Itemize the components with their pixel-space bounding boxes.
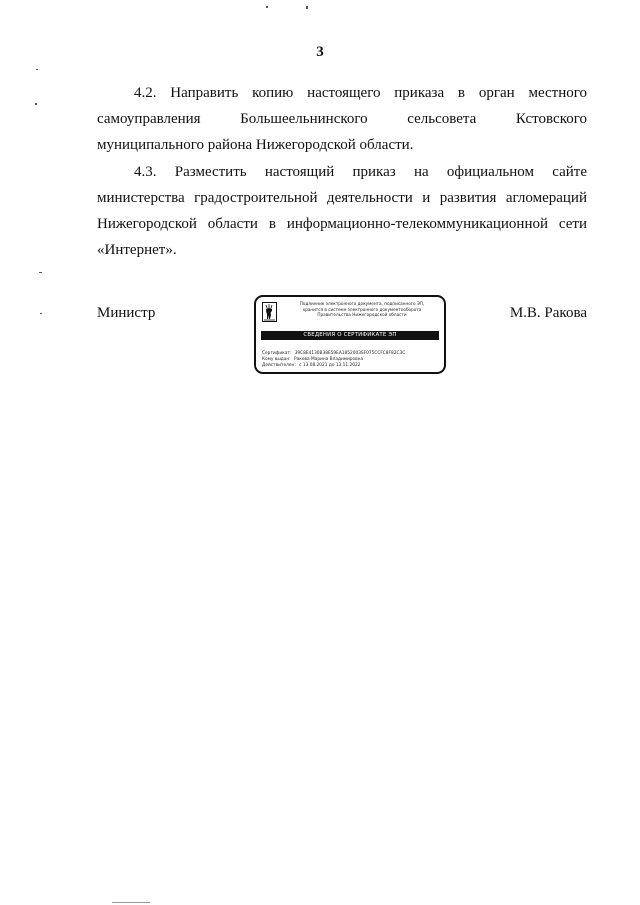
stamp-certificate-title: СВЕДЕНИЯ О СЕРТИФИКАТЕ ЭП xyxy=(261,331,439,340)
paragraph-4-2: 4.2. Направить копию настоящего приказа в орган местного самоуправления Большеельнинского сельсовета Кстовского муниципального района Нижегородской области. xyxy=(97,85,587,153)
deer-emblem-icon xyxy=(262,302,277,322)
page-number: 3 xyxy=(316,44,324,60)
certificate-label: Сертификат: xyxy=(262,351,292,356)
scan-speck xyxy=(266,6,268,8)
signatory-name: М.В. Ракова xyxy=(509,305,587,321)
issued-to-value: Ракова Марина Владимировна xyxy=(294,357,364,362)
scan-speck xyxy=(112,902,150,903)
scan-speck xyxy=(39,272,42,273)
stamp-header-line: Подлинник электронного документа, подписанного ЭП, xyxy=(299,301,425,306)
paragraph-4-3: 4.3. Разместить настоящий приказ на официальном сайте министерства градостроительной деятельности и развития агломераций Нижегородской области в информационно-телекоммуникационной сети «Интернет». xyxy=(97,164,587,258)
valid-value: с 13.08.2021 до 13.11.2022 xyxy=(299,363,361,368)
electronic-signature-stamp xyxy=(254,295,446,374)
stamp-header xyxy=(281,301,443,318)
certificate-value: 39C8E4130B38E59EA1852003SF075CCFC8F82C3C xyxy=(294,351,406,356)
scan-speck xyxy=(40,313,42,314)
stamp-header-line: Правительства Нижегородской области xyxy=(317,312,407,318)
scan-speck xyxy=(35,103,37,105)
scan-speck xyxy=(306,6,308,9)
stamp-validity-line xyxy=(262,363,442,369)
scan-speck xyxy=(36,69,38,70)
signatory-position: Министр xyxy=(97,305,156,321)
issued-to-label: Кому выдан: xyxy=(262,357,291,362)
stamp-header-line: хранится в системе электронного документооборота xyxy=(302,306,422,312)
valid-label: Действителен: xyxy=(262,363,296,368)
